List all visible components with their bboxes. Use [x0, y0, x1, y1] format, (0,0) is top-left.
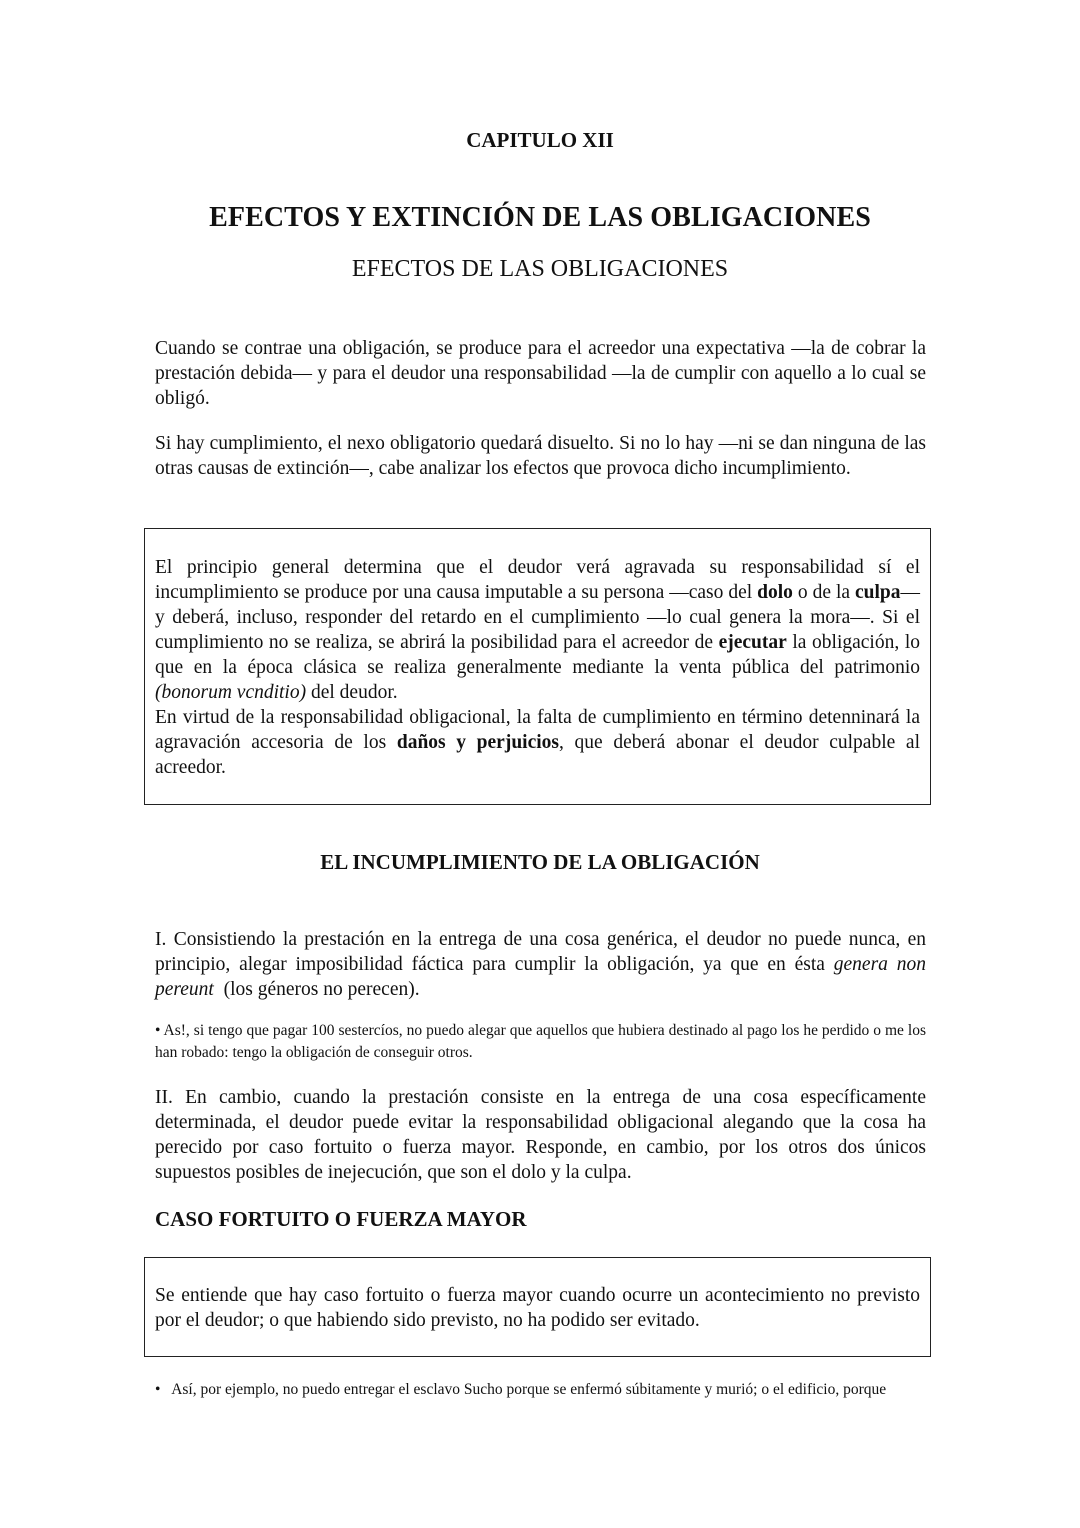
- bold-term-ejecutar: ejecutar: [718, 632, 787, 653]
- definition-paragraph: Se entiende que hay caso fortuito o fuerza mayor cuando ocurre un acontecimiento no previsto por el deudor; o que habiendo sido previsto, no ha podido ser evitado.: [155, 1285, 920, 1331]
- section-heading: EL INCUMPLIMIENTO DE LA OBLIGACIÓN: [320, 850, 760, 874]
- principle-box: [144, 528, 931, 805]
- principle-paragraph-2: [155, 705, 920, 780]
- text: , que deberá abonar el deudor culpable al acreedor.: [155, 732, 920, 778]
- item-1-paragraph: [155, 927, 926, 1002]
- bold-term-danos-perjuicios: daños y perjuicios: [396, 732, 560, 753]
- bold-term-dolo: dolo: [757, 582, 793, 603]
- intro-paragraph-2: Si hay cumplimiento, el nexo obligatorio quedará disuelto. Si no lo hay —ni se dan ninguna de las otras causas de extinción—, cabe analizar los efectos que provoca dicho incumplimiento.: [155, 433, 926, 479]
- chapter-label: CAPITULO XII: [466, 128, 614, 152]
- italic-term-bonorum-venditio: (bonorum vcnditio): [155, 682, 307, 703]
- text: En virtud de la responsabilidad obligacional, la falta de cumplimiento en término detenninará la agravación accesoria de los: [155, 707, 920, 753]
- section-subtitle: EFECTOS DE LAS OBLIGACIONES: [351, 256, 729, 282]
- example-2-note: • Así, por ejemplo, no puedo entregar el esclavo Sucho porque se enfermó súbitamente y murió; o el edificio, porque: [155, 1381, 887, 1398]
- text: la obligación, lo que en la época clásica se realiza generalmente mediante la venta pública del patrimonio: [155, 632, 920, 678]
- italic-term-genera-non-pereunt: genera non pereunt: [155, 954, 926, 1000]
- intro-paragraph-1: Cuando se contrae una obligación, se produce para el acreedor una expectativa —la de cobrar la prestación debida— y para el deudor una responsabilidad —la de cumplir con aquello a lo cual se obligó.: [155, 338, 926, 409]
- example-1-note: • As!, si tengo que pagar 100 sestercíos, no puedo alegar que aquellos que hubiera destinado al pago los he perdido o me los han robado: tengo la obligación de conseguir otros.: [155, 1022, 926, 1061]
- text: del deudor.: [306, 682, 398, 703]
- bold-term-culpa: culpa: [855, 582, 901, 603]
- item-2-paragraph: II. En cambio, cuando la prestación consiste en la entrega de una cosa específicamente determinada, el deudor puede evitar la responsabilidad obligacional alegando que la cosa ha perecido por caso fortuito o fuerza mayor. Responde, en cambio, por los otros dos únicos supuestos posibles de inejecución, que son el dolo y la culpa.: [155, 1087, 926, 1183]
- text: El principio general determina que el deudor verá agravada su responsabilidad sí el incumplimiento se produce por una causa imputable a su persona —caso del: [155, 557, 920, 603]
- subsection-heading: CASO FORTUITO O FUERZA MAYOR: [155, 1207, 527, 1231]
- principle-paragraph-1: [155, 555, 920, 705]
- chapter-title: EFECTOS Y EXTINCIÓN DE LAS OBLIGACIONES: [209, 202, 871, 233]
- text: — y deberá, incluso, responder del retardo en el cumplimiento —lo cual genera la mora—. Si el cumplimiento no se realiza, se abrirá la posibilidad para el acreedor de: [155, 582, 921, 653]
- text: o de la: [792, 582, 855, 603]
- definition-box: [144, 1257, 931, 1357]
- text: (los géneros no perecen).: [213, 979, 420, 1000]
- text: I. Consistiendo la prestación en la entrega de una cosa genérica, el deudor no puede nunca, en principio, alegar imposibilidad fáctica para cumplir la obligación, ya que en ésta: [155, 929, 926, 975]
